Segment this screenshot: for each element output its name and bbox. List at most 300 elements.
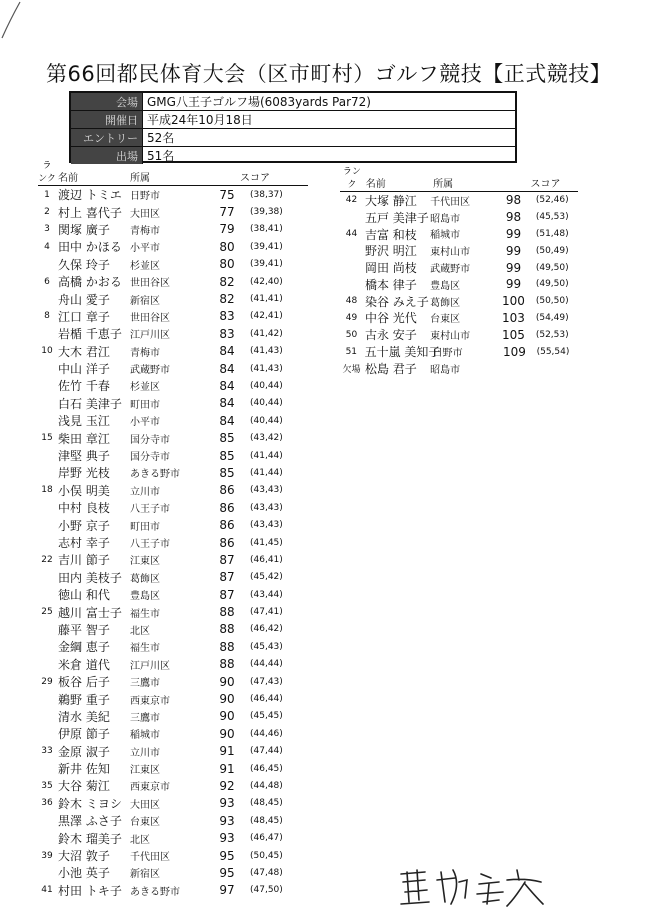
name-cell: 中山 洋子 (58, 362, 110, 377)
table-row (340, 226, 578, 243)
name-cell: 鈴木 瑠美子 (58, 831, 122, 846)
score-cell: 95 (219, 865, 235, 880)
split-cell: (42,41) (250, 311, 283, 322)
score-cell: 88 (219, 639, 235, 654)
info-label: 開催日 (71, 111, 143, 128)
score-cell: 83 (219, 326, 235, 341)
score-cell: 90 (219, 726, 235, 741)
info-row-date (71, 111, 515, 129)
score-cell: 88 (219, 605, 235, 620)
split-cell: (46,41) (250, 554, 283, 565)
table-row (38, 360, 308, 377)
split-cell: (43,42) (250, 433, 283, 444)
split-cell: (52,53) (535, 329, 569, 340)
score-cell: 82 (219, 292, 235, 307)
table-row (38, 429, 308, 446)
name-cell: 五戸 美津子 (364, 210, 429, 225)
name-cell: 中谷 光代 (364, 311, 417, 326)
score-cell: 91 (219, 761, 235, 776)
rows-left (38, 186, 308, 899)
score-cell: 86 (219, 535, 235, 550)
split-cell: (39,38) (250, 207, 283, 218)
score-cell: 85 (219, 431, 235, 446)
affiliation-cell: 東村山市 (430, 331, 471, 343)
affiliation-cell: 三鷹市 (130, 678, 160, 690)
header-affiliation: 所属 (130, 173, 150, 184)
table-row (38, 343, 308, 360)
name-cell: 鈴木 ミヨシ (58, 796, 122, 811)
affiliation-cell: 稲城市 (430, 230, 461, 242)
rank-cell: 33 (41, 746, 53, 757)
table-row (38, 551, 308, 568)
name-cell: 津堅 典子 (58, 449, 110, 464)
table-row (38, 221, 308, 238)
info-value: GMG八王子ゴルフ場(6083yards Par72) (147, 95, 371, 109)
name-cell: 小野 京子 (58, 518, 110, 533)
split-cell: (47,48) (250, 867, 283, 878)
split-cell: (45,53) (535, 212, 569, 223)
rank-cell: 36 (41, 798, 53, 809)
score-cell: 88 (219, 657, 235, 672)
name-cell: 大塚 静江 (364, 193, 417, 208)
split-cell: (39,41) (250, 259, 283, 270)
name-cell: 田内 美枝子 (58, 570, 122, 585)
name-cell: 田中 かほる (58, 240, 122, 255)
split-cell: (47,43) (250, 676, 283, 687)
table-row (38, 186, 308, 203)
name-cell: 岸野 光枝 (58, 466, 110, 481)
affiliation-cell: 稲城市 (130, 730, 160, 742)
table-row (38, 464, 308, 481)
name-cell: 渡辺 トミエ (58, 188, 122, 203)
table-row (38, 499, 308, 516)
name-cell: 大木 君江 (58, 344, 110, 359)
rank-cell: 39 (41, 850, 53, 861)
split-cell: (48,45) (250, 815, 283, 826)
name-cell: 柴田 章江 (58, 431, 110, 446)
table-row (38, 516, 308, 533)
score-cell: 80 (219, 239, 235, 254)
table-row (38, 238, 308, 255)
name-cell: 野沢 明江 (364, 244, 417, 259)
score-cell: 98 (505, 210, 522, 225)
split-cell: (43,43) (250, 520, 283, 531)
affiliation-cell: 福生市 (130, 643, 160, 655)
info-label: エントリー (71, 129, 143, 146)
score-cell: 99 (505, 226, 522, 241)
affiliation-cell: 三鷹市 (130, 712, 160, 724)
split-cell: (49,50) (535, 262, 569, 273)
affiliation-cell: 江東区 (130, 765, 160, 777)
rank-cell: 25 (41, 607, 53, 618)
info-value: 51名 (147, 149, 175, 163)
table-row (38, 273, 308, 290)
score-cell: 77 (219, 205, 235, 220)
table-row (38, 812, 308, 829)
score-cell: 87 (219, 570, 235, 585)
affiliation-cell: 国分寺市 (130, 452, 170, 464)
affiliation-cell: 江戸川区 (130, 660, 170, 672)
rank-cell: 10 (41, 346, 53, 357)
score-cell: 84 (219, 361, 235, 376)
table-row (340, 360, 578, 377)
affiliation-cell: 世田谷区 (130, 278, 170, 290)
score-cell: 99 (505, 277, 522, 292)
name-cell: 橋本 律子 (364, 277, 417, 292)
affiliation-cell: 北区 (130, 625, 150, 637)
table-row (38, 603, 308, 620)
name-cell: 岩楯 千恵子 (58, 327, 122, 342)
score-cell: 87 (219, 552, 235, 567)
split-cell: (40,44) (250, 415, 283, 426)
name-cell: 五十嵐 美知子 (364, 345, 441, 360)
name-cell: 舟山 愛子 (58, 292, 110, 307)
table-row (38, 673, 308, 690)
affiliation-cell: 西東京市 (130, 782, 170, 794)
header-rank: ランク (342, 167, 361, 190)
name-cell: 白石 美津子 (58, 396, 122, 411)
header-score: スコア (240, 173, 270, 184)
split-cell: (44,44) (250, 659, 283, 670)
name-cell: 関塚 廣子 (58, 222, 110, 237)
split-cell: (50,50) (535, 296, 569, 307)
name-cell: 伊原 節子 (58, 727, 110, 742)
table-row (38, 325, 308, 342)
rank-cell: 1 (44, 189, 50, 200)
affiliation-cell: 西東京市 (130, 695, 170, 707)
affiliation-cell: 北区 (130, 834, 150, 846)
name-cell: 中村 良枝 (58, 501, 110, 516)
score-cell: 92 (219, 778, 235, 793)
table-header (340, 167, 578, 192)
name-cell: 久保 玲子 (58, 257, 110, 272)
table-row (38, 638, 308, 655)
table-row (340, 209, 578, 226)
table-row (340, 276, 578, 293)
table-row (38, 482, 308, 499)
affiliation-cell: 大田区 (130, 208, 160, 220)
table-row (38, 708, 308, 725)
table-row (340, 293, 578, 310)
score-cell: 105 (502, 327, 525, 342)
table-row (38, 743, 308, 760)
score-cell: 100 (502, 294, 525, 309)
header-score: スコア (530, 179, 561, 190)
affiliation-cell: 世田谷区 (130, 312, 170, 324)
split-cell: (49,50) (535, 279, 569, 290)
split-cell: (46,45) (250, 763, 283, 774)
affiliation-cell: 立川市 (130, 747, 160, 759)
rank-cell: 42 (345, 195, 358, 206)
affiliation-cell: 小平市 (130, 417, 160, 429)
name-cell: 藤平 智子 (58, 622, 110, 637)
table-row (38, 395, 308, 412)
rank-cell: 4 (44, 241, 50, 252)
score-cell: 85 (219, 465, 235, 480)
affiliation-cell: 青梅市 (130, 225, 160, 237)
score-cell: 88 (219, 622, 235, 637)
header-name: 名前 (365, 179, 386, 190)
table-row (340, 343, 578, 360)
table-row (38, 412, 308, 429)
rank-cell: 48 (345, 296, 358, 307)
split-cell: (41,44) (250, 450, 283, 461)
split-cell: (55,54) (536, 346, 570, 357)
rank-cell: 欠場 (342, 364, 361, 375)
rows-right (340, 192, 578, 377)
score-cell: 75 (219, 187, 235, 202)
score-cell: 84 (219, 378, 235, 393)
table-row (38, 847, 308, 864)
score-cell: 90 (219, 709, 235, 724)
affiliation-cell: 国分寺市 (130, 434, 170, 446)
split-cell: (51,48) (535, 228, 569, 239)
score-cell: 79 (219, 222, 235, 237)
affiliation-cell: 大田区 (130, 799, 160, 811)
handwritten-signature (395, 864, 550, 910)
rank-cell: 3 (44, 224, 50, 235)
split-cell: (39,41) (250, 241, 283, 252)
affiliation-cell: 昭島市 (430, 213, 461, 225)
score-cell: 86 (219, 500, 235, 515)
table-row (38, 725, 308, 742)
corner-scan-mark (0, 0, 22, 40)
affiliation-cell: 葛飾区 (430, 297, 461, 309)
table-row (38, 829, 308, 846)
table-row (38, 621, 308, 638)
score-cell: 84 (219, 396, 235, 411)
affiliation-cell: 杉並区 (130, 260, 160, 272)
name-cell: 鵜野 重子 (58, 692, 110, 707)
affiliation-cell: 台東区 (430, 314, 461, 326)
name-cell: 高橋 かおる (58, 275, 122, 290)
split-cell: (38,37) (250, 189, 283, 200)
score-cell: 86 (219, 518, 235, 533)
name-cell: 染谷 みえ子 (364, 294, 429, 309)
score-cell: 84 (219, 413, 235, 428)
name-cell: 小池 英子 (58, 866, 110, 881)
split-cell: (45,43) (250, 641, 283, 652)
score-cell: 84 (219, 344, 235, 359)
affiliation-cell: 武蔵野市 (130, 365, 170, 377)
info-row-entries (71, 129, 515, 147)
name-cell: 金原 淑子 (58, 744, 110, 759)
table-row (38, 690, 308, 707)
name-cell: 金綱 恵子 (58, 640, 110, 655)
affiliation-cell: 豊島区 (430, 280, 461, 292)
score-cell: 90 (219, 674, 235, 689)
results-table-right (340, 167, 578, 377)
affiliation-cell: 葛飾区 (130, 573, 160, 585)
header-name: 名前 (58, 173, 78, 184)
table-row (38, 569, 308, 586)
table-row (38, 447, 308, 464)
rank-cell: 8 (44, 311, 50, 322)
table-row (340, 242, 578, 259)
name-cell: 村上 喜代子 (58, 205, 122, 220)
split-cell: (43,43) (250, 485, 283, 496)
affiliation-cell: 台東区 (130, 817, 160, 829)
split-cell: (41,43) (250, 363, 283, 374)
affiliation-cell: 八王子市 (130, 539, 170, 550)
table-header (38, 161, 308, 186)
info-row-participants (71, 147, 515, 164)
name-cell: 米倉 道代 (58, 657, 110, 672)
header-affiliation: 所属 (433, 179, 454, 190)
score-cell: 86 (219, 483, 235, 498)
score-cell: 83 (219, 309, 235, 324)
table-row (38, 864, 308, 881)
rank-cell: 6 (44, 276, 50, 287)
rank-cell: 49 (345, 312, 358, 323)
score-cell: 99 (505, 243, 522, 258)
split-cell: (46,47) (250, 833, 283, 844)
name-cell: 黒澤 ふさ子 (58, 814, 122, 829)
score-cell: 90 (219, 692, 235, 707)
split-cell: (54,49) (535, 312, 569, 323)
affiliation-cell: 東村山市 (430, 247, 471, 259)
table-row (38, 760, 308, 777)
rank-cell: 41 (41, 885, 53, 896)
page-title: 第66回都民体育大会（区市町村）ゴルフ競技【正式競技】 (46, 62, 612, 86)
score-cell: 97 (219, 883, 235, 898)
score-cell: 87 (219, 587, 235, 602)
rank-cell: 15 (41, 433, 53, 444)
score-cell: 93 (219, 796, 235, 811)
split-cell: (38,41) (250, 224, 283, 235)
rank-cell: 50 (345, 329, 358, 340)
name-cell: 浅見 玉江 (58, 414, 110, 429)
event-info-box (69, 91, 517, 163)
split-cell: (46,42) (250, 624, 283, 635)
info-row-venue (71, 93, 515, 111)
rank-cell: 2 (44, 207, 50, 218)
table-row (340, 310, 578, 327)
score-cell: 91 (219, 744, 235, 759)
name-cell: 志村 幸子 (58, 536, 110, 550)
table-row (38, 308, 308, 325)
affiliation-cell: 千代田区 (430, 196, 471, 208)
split-cell: (48,45) (250, 798, 283, 809)
table-row (38, 256, 308, 273)
affiliation-cell: 福生市 (130, 608, 160, 620)
rank-cell: 22 (41, 554, 53, 565)
split-cell: (43,44) (250, 589, 283, 600)
name-cell: 越川 富士子 (58, 605, 122, 620)
split-cell: (40,44) (250, 380, 283, 391)
affiliation-cell: 新宿区 (130, 869, 160, 881)
split-cell: (45,42) (250, 572, 283, 583)
affiliation-cell: 昭島市 (430, 364, 461, 376)
name-cell: 小俣 明美 (58, 483, 110, 498)
name-cell: 松島 君子 (364, 361, 417, 376)
split-cell: (40,44) (250, 398, 283, 409)
affiliation-cell: 町田市 (130, 521, 160, 533)
table-row (340, 192, 578, 209)
name-cell: 清水 美紀 (58, 709, 110, 724)
affiliation-cell: 武蔵野市 (430, 264, 471, 276)
affiliation-cell: 立川市 (130, 486, 160, 498)
info-value: 52名 (147, 131, 175, 145)
affiliation-cell: 青梅市 (130, 347, 160, 359)
score-cell: 85 (219, 448, 235, 463)
info-label: 会場 (71, 93, 143, 110)
split-cell: (50,49) (535, 245, 569, 256)
affiliation-cell: 杉並区 (130, 382, 160, 394)
rank-cell: 51 (345, 346, 358, 357)
split-cell: (47,41) (250, 607, 283, 618)
score-cell: 93 (219, 813, 235, 828)
table-row (38, 534, 308, 551)
name-cell: 板谷 后子 (58, 675, 110, 690)
split-cell: (41,45) (250, 537, 283, 548)
affiliation-cell: 日野市 (432, 348, 463, 360)
name-cell: 古永 安子 (364, 328, 417, 343)
affiliation-cell: 日野市 (130, 191, 160, 203)
table-row (38, 777, 308, 794)
name-cell: 新井 佐知 (58, 762, 110, 777)
table-row (38, 882, 308, 899)
name-cell: 徳山 和代 (58, 588, 110, 603)
split-cell: (43,43) (250, 502, 283, 513)
table-row (38, 795, 308, 812)
score-cell: 103 (502, 310, 525, 325)
table-row (38, 656, 308, 673)
name-cell: 吉富 和枝 (364, 227, 417, 242)
split-cell: (46,44) (250, 694, 283, 705)
affiliation-cell: 新宿区 (130, 295, 160, 307)
info-label: 出場 (71, 147, 143, 164)
affiliation-cell: 八王子市 (130, 504, 170, 516)
table-row (340, 326, 578, 343)
split-cell: (41,44) (250, 467, 283, 478)
table-row (38, 377, 308, 394)
info-value: 平成24年10月18日 (147, 113, 253, 127)
rank-cell: 18 (41, 485, 53, 496)
score-cell: 93 (219, 831, 235, 846)
split-cell: (41,42) (250, 328, 283, 339)
name-cell: 村田 トキ子 (58, 883, 122, 898)
results-table-left (38, 161, 308, 899)
table-row (38, 203, 308, 220)
rank-cell: 35 (41, 780, 53, 791)
split-cell: (50,45) (250, 850, 283, 861)
score-cell: 82 (219, 274, 235, 289)
table-row (340, 259, 578, 276)
score-cell: 95 (219, 848, 235, 863)
score-cell: 99 (505, 260, 522, 275)
affiliation-cell: あきる野市 (130, 469, 180, 481)
rank-cell: 44 (345, 228, 358, 239)
split-cell: (42,40) (250, 276, 283, 287)
header-rank: ランク (38, 161, 56, 184)
affiliation-cell: あきる野市 (130, 886, 180, 898)
name-cell: 大谷 菊江 (58, 779, 110, 794)
split-cell: (44,46) (250, 728, 283, 739)
affiliation-cell: 町田市 (130, 399, 160, 411)
name-cell: 吉川 節子 (58, 553, 110, 568)
split-cell: (45,45) (250, 711, 283, 722)
split-cell: (41,43) (250, 346, 283, 357)
split-cell: (47,50) (250, 885, 283, 896)
table-row (38, 290, 308, 307)
name-cell: 江口 章子 (58, 309, 110, 324)
score-cell: 80 (219, 257, 235, 272)
rank-cell: 29 (41, 676, 53, 687)
name-cell: 岡田 尚枝 (364, 261, 417, 276)
affiliation-cell: 小平市 (130, 243, 160, 255)
affiliation-cell: 千代田区 (130, 852, 170, 864)
